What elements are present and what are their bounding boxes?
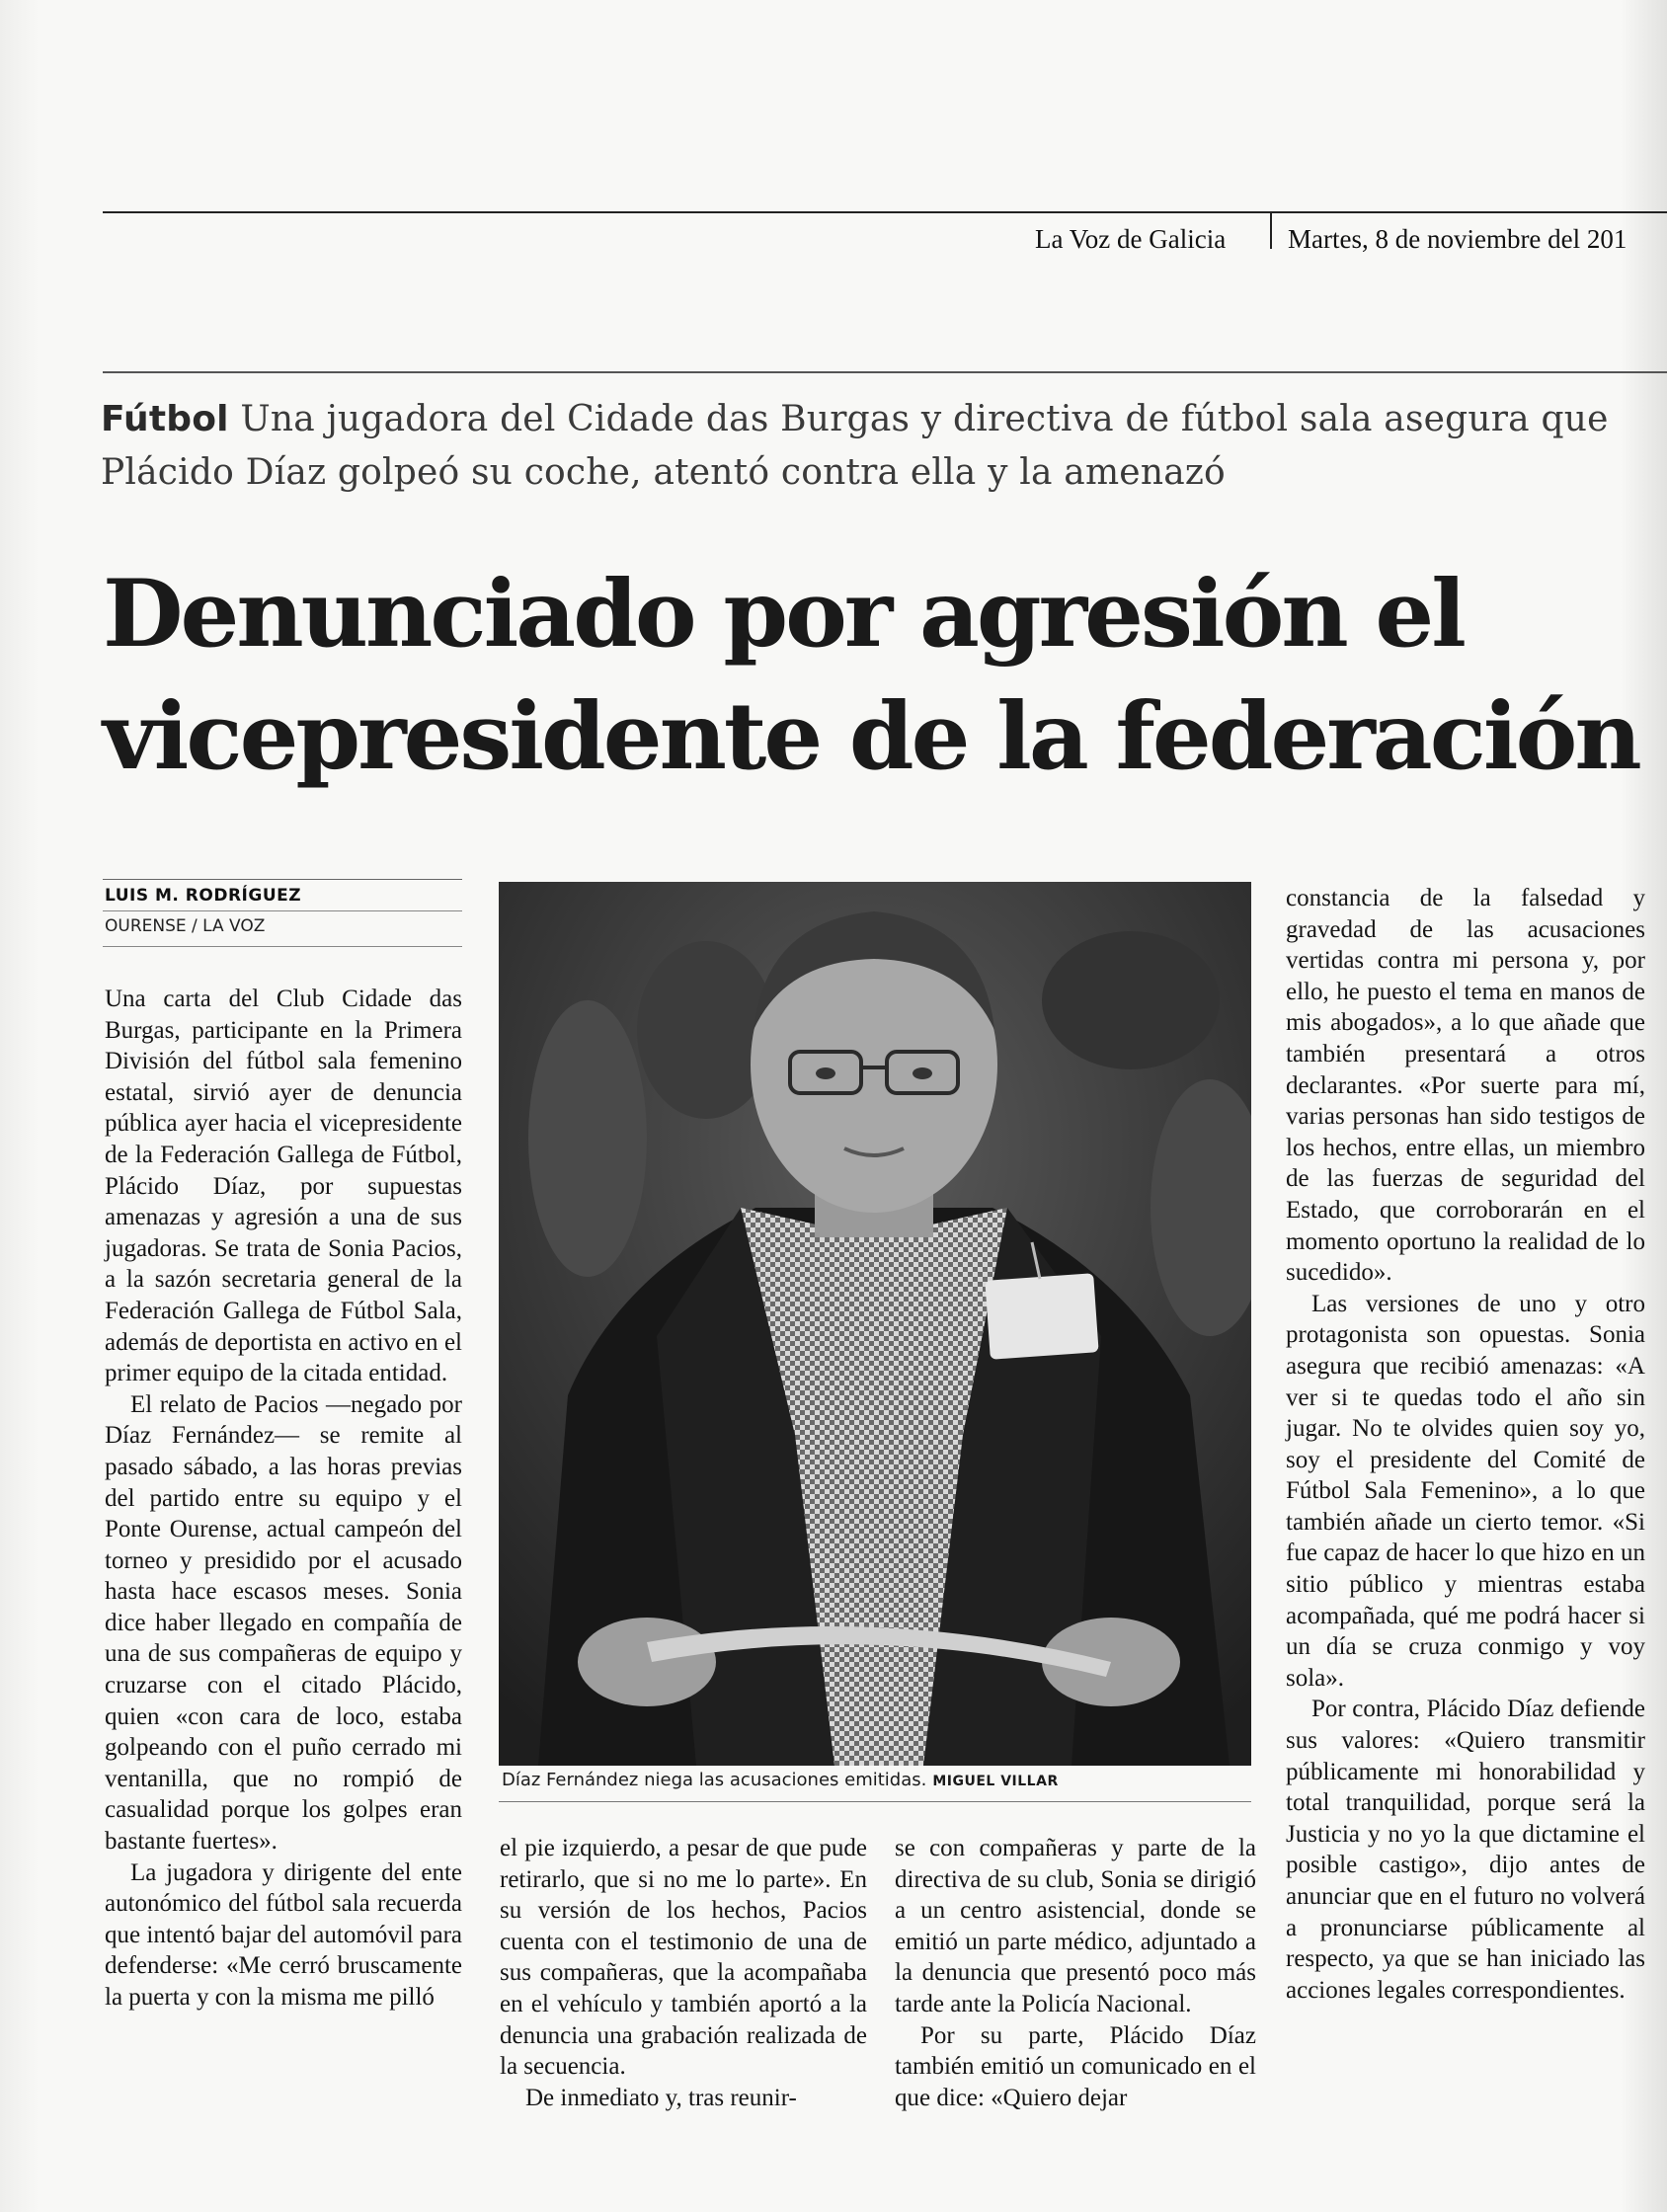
article-column-1	[105, 984, 462, 2014]
paragraph: Por su parte, Plácido Díaz también emitió un comunicado en el que dice: «Quiero dejar	[895, 2021, 1256, 2111]
paragraph: Una carta del Club Cidade das Burgas, participante en la Primera División del fútbol sala femenino estatal, sirvió ayer de denuncia pública ayer hacia el vicepresidente de la Federación Gallega de Fútbol, Plácido Díaz, por supuestas amenazas y agresión a una de sus jugadoras. Se trata de Sonia Pacios, a la sazón secretaria general de la Federación Gallega de Fútbol Sala, además de deportista en activo en el primer equipo de la citada entidad.	[105, 986, 462, 1387]
byline-location: OURENSE / LA VOZ	[105, 916, 266, 936]
kicker	[101, 393, 1641, 500]
paragraph: Las versiones de uno y otro protagonista son opuestas. Sonia asegura que recibió amenazas: «A ver si te quedas todo el año sin jugar. No te olvides quien soy yo, soy el presidente del Comité de Fútbol Sala Femenino», a lo que también añade un cierto temor. «Si fue capaz de hacer lo que hizo en un sitio público y mientras estaba acompañada, qué me podrá hacer si un día se cruza conmigo y voy sola».	[1286, 1290, 1645, 1692]
article-column-3	[895, 1833, 1256, 2113]
article-photo	[499, 882, 1251, 1766]
caption-rule	[499, 1801, 1251, 1802]
byline-author: LUIS M. RODRÍGUEZ	[105, 886, 302, 906]
headline	[103, 553, 1653, 798]
headline-line-2: vicepresidente de la federación	[103, 682, 1639, 791]
paragraph: se con compañeras y parte de la directiva de su club, Sonia se dirigió a un centro asistencial, donde se emitió un parte médico, adjuntado a la denuncia que presentó poco más tarde ante la Policía Nacional.	[895, 1835, 1256, 2017]
paper-name: La Voz de Galicia	[1035, 224, 1227, 254]
byline-rule-bottom	[103, 946, 462, 947]
paragraph: constancia de la falsedad y gravedad de las acusaciones vertidas contra mi persona y, por ello, he puesto el tema en manos de mis abogados», a lo que añade que también presentará a otros declarantes. «Por suerte para mí, varias personas han sido testigos de los hechos, entre ellas, un miembro de las fuerzas de seguridad del Estado, que corroborarán en el momento oportuno la realidad de lo sucedido».	[1286, 885, 1645, 1287]
photo-caption	[502, 1770, 1254, 1790]
headline-line-1: Denunciado por agresión el	[103, 560, 1464, 669]
byline-rule-top	[103, 879, 462, 880]
paragraph: De inmediato y, tras reunir-	[525, 2084, 797, 2111]
kicker-text: Una jugadora del Cidade das Burgas y directiva de fútbol sala asegura que Plácido Díaz golpeó su coche, atentó contra ella y la amenazó	[101, 399, 1609, 493]
portrait-image	[499, 882, 1251, 1766]
masthead-rule	[103, 211, 1667, 213]
byline-rule-mid	[103, 910, 462, 911]
section-rule	[103, 371, 1667, 373]
paragraph: Por contra, Plácido Díaz defiende sus valores: «Quiero transmitir públicamente mi honorabilidad y total tranquilidad, porque será la Justicia y no yo la que dictamine el posible castigo», dijo antes de anunciar que en el futuro no volverá a pronunciarse públicamente al respecto, ya que se han iniciado las acciones legales correspondientes.	[1286, 1696, 1645, 2004]
caption-text: Díaz Fernández niega las acusaciones emitidas.	[502, 1770, 927, 1790]
paragraph: el pie izquierdo, a pesar de que pude retirarlo, que si no me lo parte». En su versión de los hechos, Pacios cuenta con el testimonio de una de sus compañeras, que la acompañaba en el vehículo y también aportó a la denuncia una grabación realizada de la secuencia.	[500, 1835, 867, 2081]
issue-date: Martes, 8 de noviembre del 201	[1288, 224, 1627, 254]
article-column-4	[1286, 883, 1645, 2006]
photo-credit: MIGUEL VILLAR	[932, 1774, 1059, 1789]
paragraph: La jugadora y dirigente del ente autonómico del fútbol sala recuerda que intentó bajar del automóvil para defenderse: «Me cerró bruscamente la puerta y con la misma me pilló	[105, 1858, 462, 2011]
masthead-divider	[1270, 213, 1272, 249]
article-column-2	[500, 1833, 867, 2113]
paragraph: El relato de Pacios —negado por Díaz Fernández— se remite al pasado sábado, a las horas previas del partido entre su equipo y el Ponte Ourense, actual campeón del torneo y presidido por el acusado hasta hace escasos meses. Sonia dice haber llegado en compañía de una de sus compañeras de equipo y cruzarse con el citado Plácido, quien «con cara de loco, estaba golpeando con el puño cerrado mi ventanilla, que no rompió de casualidad porque los golpes eran bastante fuertes».	[105, 1390, 462, 1856]
kicker-section: Fútbol	[101, 399, 229, 439]
